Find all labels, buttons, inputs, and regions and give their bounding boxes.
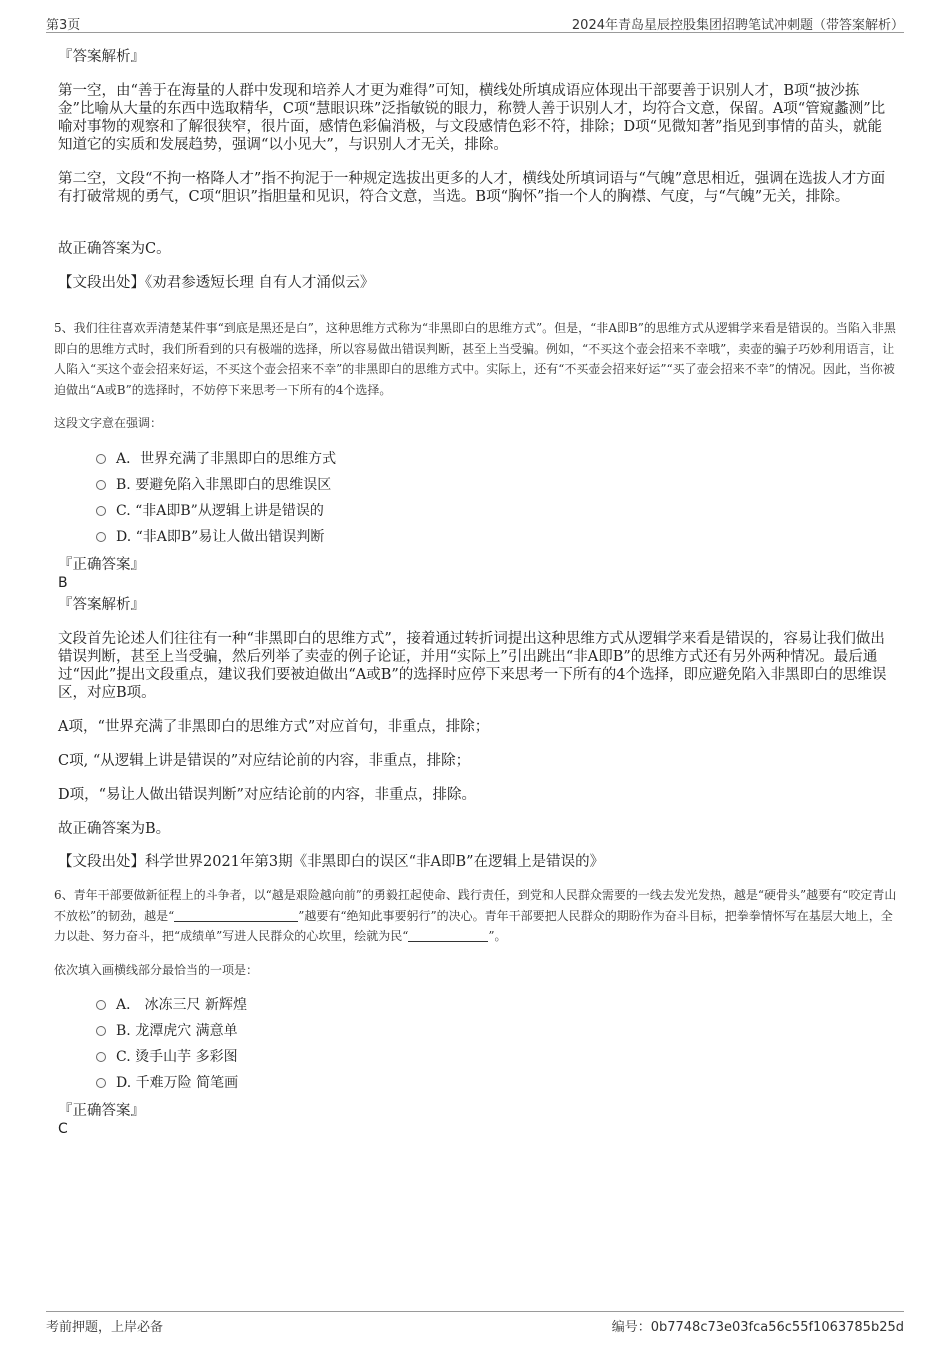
document-code [612, 1316, 904, 1335]
document-code-value: 0b7748c73e03fca56c55f1063785b25d [650, 1320, 904, 1335]
q6-option-a-label: A． 冰冻三尺 新辉煌 [116, 997, 248, 1013]
q5-conclusion: 故正确答案为B。 [58, 821, 171, 837]
q5-option-d[interactable] [96, 528, 324, 546]
q5-option-a[interactable] [96, 450, 336, 468]
radio-icon[interactable] [96, 532, 106, 542]
q6-answer-label: 『正确答案』 [58, 1103, 145, 1119]
radio-icon[interactable] [96, 454, 106, 464]
q5-note-d: D项，“易让人做出错误判断”对应结论前的内容，非重点，排除。 [58, 787, 476, 803]
q5-option-a-label: A．世界充满了非黑即白的思维方式 [116, 451, 337, 467]
q5-stem: 5、我们往往喜欢弄清楚某件事“到底是黑还是白”，这种思维方式称为“非黑即白的思维方式”。但是，“非A即B”的思维方式从逻辑学来看是错误的。当陷入非黑即白的思维方式时，我们所看到的只有极端的选择，所以容易做出错误判断，甚至上当受骗。例如，“不买这个壶会招来不幸哦”，卖壶的骗子巧妙利用语言，让人陷入“买这个壶会招来好运，不买这个壶会招来不幸”的非黑即白的思维方式中。实际上，还有“不买壶会招来好运”“买了壶会招来不幸”的情况。因此，当你被迫做出“A或B”的选择时，不妨停下来思考一下所有的4个选择。 [54, 321, 896, 397]
page-header [46, 10, 904, 33]
q4-conclusion: 故正确答案为C。 [58, 241, 171, 257]
q4-analysis-p2: 第二空，文段“不拘一格降人才”指不拘泥于一种规定选拔出更多的人才，横线处所填词语与“气魄”意思相近，强调在选拔人才方面有打破常规的勇气，C项“胆识”指胆量和见识，符合文意，当选。B项“胸怀”指一个人的胸襟、气度，与“气魄”无关，排除。 [58, 171, 886, 205]
q4-analysis-label: 『答案解析』 [58, 49, 145, 65]
q6-option-d[interactable] [96, 1074, 238, 1092]
page-footer [46, 1311, 904, 1334]
q5-answer: B [58, 575, 68, 591]
q5-answer-label: 『正确答案』 [58, 557, 145, 573]
radio-icon[interactable] [96, 1052, 106, 1062]
q4-source: 【文段出处】《劝君参透短长理 自有人才涌似云》 [58, 275, 375, 291]
q5-source: 【文段出处】科学世界2021年第3期《非黑即白的误区“非A即B”在逻辑上是错误的》 [58, 854, 605, 870]
q6-option-d-label: D. 千难万险 简笔画 [116, 1075, 239, 1091]
q6-answer: C [58, 1121, 68, 1137]
q6-option-b[interactable] [96, 1022, 238, 1040]
q6-stem-part-1: 6、青年干部要做新征程上的斗争者，以“越是艰险越向前”的勇毅扛起使命、践行责任，到党和人民群众需要的一线去发光发热，越是“硬骨头”越要有“咬定青山不放松”的韧劲，越是“ [54, 888, 897, 923]
q5-option-b[interactable] [96, 476, 331, 494]
q6-option-c-label: C. 烫手山芋 多彩图 [116, 1049, 238, 1065]
q5-analysis: 文段首先论述人们往往有一种“非黑即白的思维方式”，接着通过转折词提出这种思维方式从逻辑学来看是错误的，容易让我们做出错误判断，甚至上当受骗，然后列举了卖壶的例子论证，并用“实际上”引出跳出“非A即B”的思维方式还有另外两种情况。最后通过“因此”提出文段重点，建议我们要被迫做出“A或B”的选择时应停下来思考一下所有的4个选择，即应避免陷入非黑即白的思维误区，对应B项。 [58, 631, 887, 701]
q5-option-d-label: D. “非A即B”易让人做出错误判断 [116, 529, 325, 545]
q5-note-c: C项, “从逻辑上讲是错误的”对应结论前的内容，非重点，排除； [58, 753, 471, 769]
radio-icon[interactable] [96, 480, 106, 490]
radio-icon[interactable] [96, 1078, 106, 1088]
document-title: 2024年青岛星辰控股集团招聘笔试冲刺题（带答案解析） [571, 18, 904, 33]
q6-option-a[interactable] [96, 996, 247, 1014]
q5-option-c-label: C. “非A即B”从逻辑上讲是错误的 [116, 503, 324, 519]
radio-icon[interactable] [96, 1026, 106, 1036]
q6-blank-1 [174, 908, 298, 922]
page-number: 第3页 [46, 18, 81, 33]
q6-stem [54, 885, 898, 947]
q4-analysis-p1: 第一空，由“善于在海量的人群中发现和培养人才更为难得”可知，横线处所填成语应体现出干部要善于识别人才，B项“披沙拣金”比喻从大量的东西中选取精华，C项“慧眼识珠”泛指敏锐的眼力，称赞人善于识别人才，均符合文意，保留。A项“管窥蠡测”比喻对事物的观察和了解很狭窄，很片面，感情色彩偏消极，与文段感情色彩不符，排除；D项“见微知著”指见到事情的苗头，就能知道它的实质和发展趋势，强调“以小见大”，与识别人才无关，排除。 [58, 83, 886, 153]
q6-option-c[interactable] [96, 1048, 238, 1066]
q5-option-c[interactable] [96, 502, 324, 520]
q5-option-b-label: B. 要避免陷入非黑即白的思维误区 [116, 477, 332, 493]
q5-analysis-label: 『答案解析』 [58, 597, 145, 613]
q6-stem-part-3: ”。 [488, 929, 507, 943]
q6-option-b-label: B. 龙潭虎穴 满意单 [116, 1023, 238, 1039]
radio-icon[interactable] [96, 1000, 106, 1010]
q6-prompt: 依次填入画横线部分最恰当的一项是： [54, 963, 259, 977]
q6-stem-part-2: ”越要有“绝知此事要躬行”的决心。青年干部要把人民群众的期盼作为奋斗目标，把拳拳情怀写在基层大地上，全力以赴、努力奋斗，把“成绩单”写进人民群众的心坎里，绘就为民“ [54, 908, 893, 943]
q6-blank-2 [408, 928, 488, 942]
q5-prompt: 这段文字意在强调： [54, 416, 163, 430]
q5-note-a: A项，“世界充满了非黑即白的思维方式”对应首句，非重点，排除； [58, 719, 490, 735]
footer-slogan: 考前押题，上岸必备 [46, 1320, 164, 1335]
radio-icon[interactable] [96, 506, 106, 516]
document-code-label: 编号： [611, 1320, 651, 1335]
